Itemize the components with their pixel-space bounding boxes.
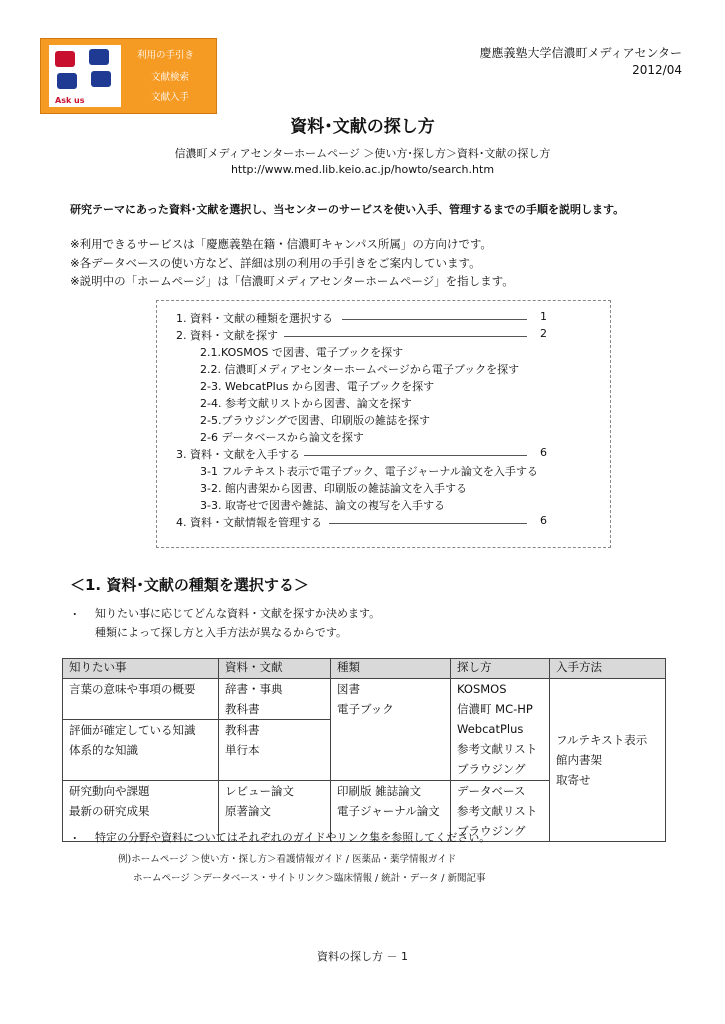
column-header: 探し方 [451, 659, 550, 679]
toc-item: 2-6 データベースから論文を探す [200, 431, 364, 444]
toc-item: 4. 資料・文献情報を管理する [176, 516, 322, 529]
table-cell-type [331, 679, 451, 781]
cell-line: ブラウジング [457, 762, 526, 776]
toc-leader [342, 319, 527, 320]
cell-line: 信濃町 MC-HP [457, 702, 533, 716]
toc-item: 2-3. WebcatPlus から図書、電子ブックを探す [200, 380, 435, 393]
section-paragraph: 種類によって探し方と入手方法が異なるからです。 [95, 626, 348, 639]
column-header: 知りたい事 [63, 659, 219, 679]
cell-line: 図書 [337, 682, 360, 696]
note-homepage: ※説明中の「ホームページ」は「信濃町メディアセンターホームページ」を指します。 [70, 274, 514, 288]
cell-line: レビュー論文 [225, 784, 294, 798]
guide-reference-text: 特定の分野や資料についてはそれぞれのガイドやリンク集を参照してください。 [95, 831, 491, 844]
toc-item: 2.1.KOSMOS で図書、電子ブックを探す [200, 346, 404, 359]
note-services: ※利用できるサービスは「慶應義塾在籍・信濃町キャンパス所属」の方向けです。 [70, 237, 492, 251]
cell-line: 印刷版 雑誌論文 [337, 784, 422, 798]
badge-line-search: 文献検索 [151, 72, 190, 83]
table-header-row [63, 659, 666, 679]
cell-line: フルテキスト表示 [556, 733, 648, 747]
table-cell-want [63, 679, 219, 720]
toc-leader [304, 455, 527, 456]
toc-leader [329, 523, 527, 524]
cell-line: 館内書架 [556, 753, 602, 767]
cell-line: 最新の研究成果 [69, 804, 150, 818]
cell-line: データベース [457, 784, 526, 798]
example-link-path: ホームページ ＞データベース・サイトリンク＞臨床情報 / 統計・データ / 新聞記事 [133, 873, 486, 884]
cell-line: 取寄せ [556, 773, 591, 787]
toc-item: 3-2. 館内書架から図書、印刷版の雑誌論文を入手する [200, 482, 467, 495]
cell-line: 研究動向や課題 [69, 784, 150, 798]
cell-line: 原著論文 [225, 804, 271, 818]
toc-page: 1 [540, 310, 547, 323]
resource-type-table [62, 658, 666, 842]
page-footer: 資料の探し方 － 1 [317, 950, 408, 963]
toc-page: 6 [540, 446, 547, 459]
book-icon [91, 71, 111, 87]
table-cell-material [219, 720, 331, 781]
cell-line [69, 760, 212, 780]
cell-line: 電子ジャーナル論文 [337, 804, 440, 818]
book-icon [55, 51, 75, 67]
table-cell-want [63, 720, 219, 781]
toc-item: 2-4. 参考文献リストから図書、論文を探す [200, 397, 412, 410]
column-header: 種類 [331, 659, 451, 679]
toc-item: 2-5.ブラウジングで図書、印刷版の雑誌を探す [200, 414, 430, 427]
column-header: 資料・文献 [219, 659, 331, 679]
publish-date: 2012/04 [632, 63, 682, 77]
example-link-path: 例)ホームページ ＞使い方・探し方＞看護情報ガイド / 医薬品・薬学情報ガイド [118, 854, 457, 865]
cell-line: 教科書 [225, 702, 260, 716]
cell-line: 単行本 [225, 743, 260, 757]
guide-badge [40, 38, 217, 114]
breadcrumb: 信濃町メディアセンターホームページ ＞使い方･探し方＞資料･文献の探し方 [174, 147, 551, 160]
cell-line: 評価が確定している知識 [69, 723, 196, 737]
toc-item: 3-1 フルテキスト表示で電子ブック、電子ジャーナル論文を入手する [200, 465, 538, 478]
section-heading: ＜1. 資料･文献の種類を選択する＞ [70, 576, 309, 594]
page-url: http://www.med.lib.keio.ac.jp/howto/search.htm [230, 163, 495, 176]
toc-item: 2. 資料・文献を探す [176, 329, 278, 342]
badge-line-obtain: 文献入手 [151, 92, 190, 103]
table-cell-material [219, 679, 331, 720]
cell-line: 電子ブック [337, 702, 394, 716]
toc-item: 3. 資料・文献を入手する [176, 448, 300, 461]
cell-line: 体系的な知識 [69, 743, 138, 757]
cell-line: 辞書・事典 [225, 682, 283, 696]
cell-line: ブラウジング [457, 824, 526, 838]
ask-us-logo [49, 45, 121, 107]
cell-line [225, 760, 324, 780]
toc-leader [284, 336, 527, 337]
table-row [63, 679, 666, 720]
bullet-mark: ･ [72, 608, 78, 621]
lead-text: 研究テーマにあった資料･文献を選択し、当センターのサービスを使い入手、管理するまでの手順を説明します。 [70, 203, 625, 216]
cell-line: 参考文献リスト [457, 742, 538, 756]
table-of-contents [156, 300, 611, 548]
section-paragraph: 知りたい事に応じてどんな資料・文献を探すか決めます。 [95, 607, 381, 620]
toc-item: 2.2. 信濃町メディアセンターホームページから電子ブックを探す [200, 363, 520, 376]
cell-line: WebcatPlus [457, 722, 524, 736]
cell-line [69, 699, 212, 719]
book-icon [57, 73, 77, 89]
toc-item: 1. 資料・文献の種類を選択する [176, 312, 333, 325]
book-icon [89, 49, 109, 65]
cell-line: 教科書 [225, 723, 260, 737]
table-cell-obtain [550, 679, 666, 842]
cell-line: 言葉の意味や事項の概要 [69, 682, 196, 696]
toc-page: 6 [540, 514, 547, 527]
toc-item: 3-3. 取寄せで図書や雑誌、論文の複写を入手する [200, 499, 445, 512]
note-guides: ※各データベースの使い方など、詳細は別の利用の手引きをご案内しています。 [70, 256, 481, 270]
table-cell-search [451, 679, 550, 781]
column-header: 入手方法 [550, 659, 666, 679]
cell-line: 参考文献リスト [457, 804, 538, 818]
ask-us-label: Ask us [55, 96, 85, 105]
bullet-mark: ･ [72, 832, 78, 845]
toc-page: 2 [540, 327, 547, 340]
page-title: 資料･文献の探し方 [290, 117, 435, 137]
cell-line: KOSMOS [457, 682, 507, 696]
badge-line-guide: 利用の手引き [137, 50, 195, 61]
organization-name: 慶應義塾大学信濃町メディアセンター [479, 46, 682, 60]
